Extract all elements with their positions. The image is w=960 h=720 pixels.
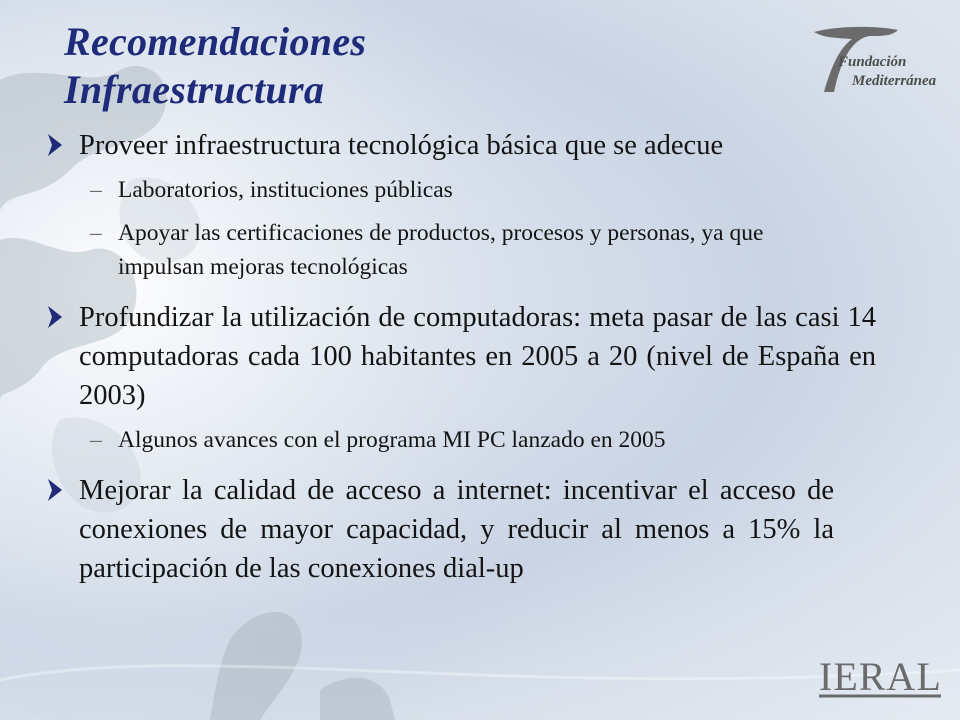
bullet-text: Profundizar la utilización de computadoras: meta pasar de las casi 14 computadoras cada 100 habitantes en 2005 a 20 (nivel de España en 2003) <box>79 302 876 411</box>
fundacion-text: Fundación <box>838 54 907 70</box>
sub-text: Algunos avances con el programa MI PC lanzado en 2005 <box>118 427 666 453</box>
ieral-logo <box>815 652 945 700</box>
dash-marker: – <box>90 427 102 453</box>
sub-item <box>46 423 876 457</box>
bullet-text: Proveer infraestructura tecnológica básica que se adecue <box>79 130 724 161</box>
slide-title <box>64 18 366 114</box>
arrow-bullet-icon <box>46 304 64 330</box>
bullet-item <box>46 471 876 588</box>
ieral-text: IERAL <box>819 654 942 699</box>
mediterranea-text: Mediterránea <box>852 73 937 89</box>
dash-marker: – <box>90 177 102 203</box>
title-line-2: Infraestructura <box>64 67 325 112</box>
sub-text: Apoyar las certificaciones de productos, procesos y personas, ya que impulsan mejoras tecnológicas <box>118 220 764 280</box>
sub-item <box>46 173 876 207</box>
bullet-text: Mejorar la calidad de acceso a internet: incentivar el acceso de conexiones de mayor capacidad, y reducir al menos a 15% la participación de las conexiones dial-up <box>79 475 834 584</box>
title-line-1: Recomendaciones <box>64 19 367 64</box>
sub-item <box>46 216 876 284</box>
bullet-list <box>46 126 876 588</box>
bullet-item <box>46 298 876 415</box>
dash-marker: – <box>90 220 102 246</box>
bullet-item <box>46 126 876 165</box>
sub-text: Laboratorios, instituciones públicas <box>118 177 453 203</box>
arrow-bullet-icon <box>46 477 64 503</box>
arrow-bullet-icon <box>46 132 64 158</box>
fundacion-mediterranea-logo <box>800 22 945 107</box>
